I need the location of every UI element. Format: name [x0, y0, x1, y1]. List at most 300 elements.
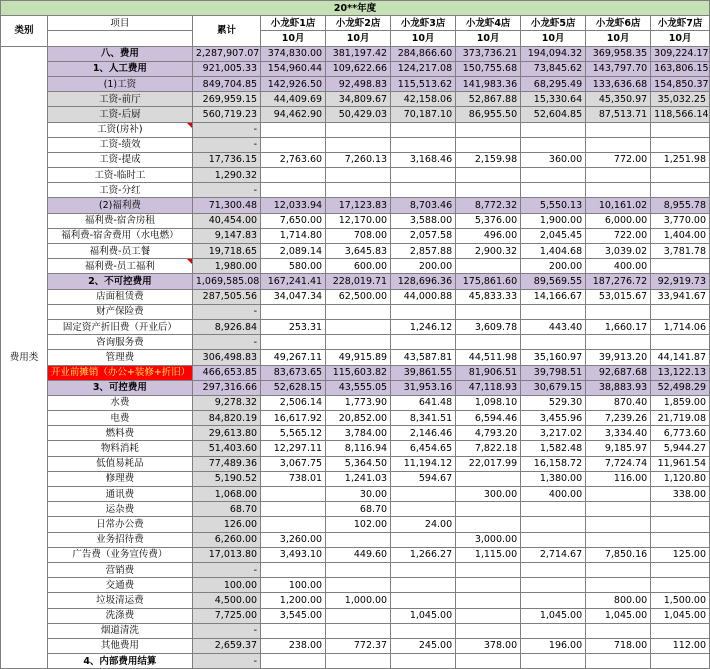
- row-label[interactable]: 垃圾清运费: [47, 593, 192, 608]
- total-header[interactable]: 累计: [192, 16, 260, 46]
- value-cell[interactable]: 2,057.58: [391, 228, 456, 243]
- total-cell[interactable]: 287,505.56: [192, 289, 260, 304]
- value-cell[interactable]: 194,094.32: [521, 46, 586, 61]
- value-cell[interactable]: [391, 183, 456, 198]
- value-cell[interactable]: [391, 532, 456, 547]
- value-cell[interactable]: [261, 137, 326, 152]
- value-cell[interactable]: 7,724.74: [586, 456, 651, 471]
- value-cell[interactable]: 1,380.00: [521, 471, 586, 486]
- value-cell[interactable]: [391, 623, 456, 638]
- value-cell[interactable]: 39,798.51: [521, 365, 586, 380]
- value-cell[interactable]: 1,714.06: [651, 319, 710, 334]
- value-cell[interactable]: 600.00: [326, 259, 391, 274]
- value-cell[interactable]: 52,628.15: [261, 380, 326, 395]
- value-cell[interactable]: [651, 517, 710, 532]
- value-cell[interactable]: 238.00: [261, 638, 326, 653]
- value-cell[interactable]: 92,687.68: [586, 365, 651, 380]
- value-cell[interactable]: 3,781.78: [651, 244, 710, 259]
- value-cell[interactable]: [521, 517, 586, 532]
- value-cell[interactable]: 449.60: [326, 547, 391, 562]
- value-cell[interactable]: 3,645.83: [326, 244, 391, 259]
- value-cell[interactable]: 772.37: [326, 638, 391, 653]
- value-cell[interactable]: 112.00: [651, 638, 710, 653]
- store-header[interactable]: 小龙虾1店: [261, 16, 326, 31]
- value-cell[interactable]: 1,120.80: [651, 471, 710, 486]
- value-cell[interactable]: [326, 183, 391, 198]
- value-cell[interactable]: [521, 593, 586, 608]
- value-cell[interactable]: [391, 654, 456, 669]
- value-cell[interactable]: [391, 168, 456, 183]
- value-cell[interactable]: [651, 259, 710, 274]
- value-cell[interactable]: [326, 578, 391, 593]
- total-cell[interactable]: 1,069,585.08: [192, 274, 260, 289]
- total-cell[interactable]: 9,278.32: [192, 395, 260, 410]
- value-cell[interactable]: [651, 137, 710, 152]
- value-cell[interactable]: 772.00: [586, 152, 651, 167]
- value-cell[interactable]: 52,867.88: [456, 92, 521, 107]
- value-cell[interactable]: 338.00: [651, 487, 710, 502]
- item-header-blank[interactable]: [47, 31, 192, 46]
- value-cell[interactable]: 3,168.46: [391, 152, 456, 167]
- value-cell[interactable]: 1,045.00: [391, 608, 456, 623]
- value-cell[interactable]: [651, 183, 710, 198]
- value-cell[interactable]: 102.00: [326, 517, 391, 532]
- value-cell[interactable]: 2,857.88: [391, 244, 456, 259]
- value-cell[interactable]: 22,017.99: [456, 456, 521, 471]
- row-label[interactable]: 福利费-宿舍房租: [47, 213, 192, 228]
- value-cell[interactable]: 8,703.46: [391, 198, 456, 213]
- value-cell[interactable]: 3,609.78: [456, 319, 521, 334]
- value-cell[interactable]: 3,545.00: [261, 608, 326, 623]
- value-cell[interactable]: [521, 502, 586, 517]
- value-cell[interactable]: [326, 562, 391, 577]
- value-cell[interactable]: [456, 654, 521, 669]
- value-cell[interactable]: 53,015.67: [586, 289, 651, 304]
- value-cell[interactable]: 3,039.02: [586, 244, 651, 259]
- value-cell[interactable]: [326, 623, 391, 638]
- value-cell[interactable]: 870.40: [586, 395, 651, 410]
- value-cell[interactable]: 52,604.85: [521, 107, 586, 122]
- total-cell[interactable]: 29,613.80: [192, 426, 260, 441]
- value-cell[interactable]: [521, 168, 586, 183]
- value-cell[interactable]: 8,772.32: [456, 198, 521, 213]
- value-cell[interactable]: [326, 122, 391, 137]
- value-cell[interactable]: 2,045.45: [521, 228, 586, 243]
- total-cell[interactable]: 560,719.23: [192, 107, 260, 122]
- value-cell[interactable]: 7,850.16: [586, 547, 651, 562]
- value-cell[interactable]: 89,569.55: [521, 274, 586, 289]
- value-cell[interactable]: [586, 654, 651, 669]
- value-cell[interactable]: 30,679.15: [521, 380, 586, 395]
- value-cell[interactable]: 1,246.12: [391, 319, 456, 334]
- value-cell[interactable]: 360.00: [521, 152, 586, 167]
- value-cell[interactable]: [586, 578, 651, 593]
- row-label[interactable]: 水费: [47, 395, 192, 410]
- store-header[interactable]: 小龙虾2店: [326, 16, 391, 31]
- value-cell[interactable]: [586, 623, 651, 638]
- value-cell[interactable]: 800.00: [586, 593, 651, 608]
- value-cell[interactable]: 143,797.70: [586, 61, 651, 76]
- value-cell[interactable]: 718.00: [586, 638, 651, 653]
- value-cell[interactable]: [651, 578, 710, 593]
- value-cell[interactable]: 3,334.40: [586, 426, 651, 441]
- total-cell[interactable]: 19,718.65: [192, 244, 260, 259]
- value-cell[interactable]: 2,900.32: [456, 244, 521, 259]
- value-cell[interactable]: 245.00: [391, 638, 456, 653]
- value-cell[interactable]: 70,187.10: [391, 107, 456, 122]
- value-cell[interactable]: 8,341.51: [391, 411, 456, 426]
- value-cell[interactable]: [456, 168, 521, 183]
- value-cell[interactable]: 1,251.98: [651, 152, 710, 167]
- value-cell[interactable]: 42,158.06: [391, 92, 456, 107]
- value-cell[interactable]: [391, 122, 456, 137]
- month-header[interactable]: 10月: [586, 31, 651, 46]
- value-cell[interactable]: 68.70: [326, 502, 391, 517]
- row-label[interactable]: (1)工资: [47, 76, 192, 91]
- value-cell[interactable]: 374,830.00: [261, 46, 326, 61]
- value-cell[interactable]: 253.31: [261, 319, 326, 334]
- value-cell[interactable]: 128,696.36: [391, 274, 456, 289]
- value-cell[interactable]: [261, 517, 326, 532]
- value-cell[interactable]: 3,770.00: [651, 213, 710, 228]
- value-cell[interactable]: 109,622.66: [326, 61, 391, 76]
- total-cell[interactable]: -: [192, 562, 260, 577]
- row-label[interactable]: 低值易耗品: [47, 456, 192, 471]
- value-cell[interactable]: 31,953.16: [391, 380, 456, 395]
- value-cell[interactable]: 443.40: [521, 319, 586, 334]
- value-cell[interactable]: 5,565.12: [261, 426, 326, 441]
- value-cell[interactable]: 92,919.73: [651, 274, 710, 289]
- value-cell[interactable]: [651, 335, 710, 350]
- value-cell[interactable]: 7,650.00: [261, 213, 326, 228]
- row-label[interactable]: 店面租赁费: [47, 289, 192, 304]
- total-cell[interactable]: 17,013.80: [192, 547, 260, 562]
- value-cell[interactable]: 400.00: [586, 259, 651, 274]
- value-cell[interactable]: 200.00: [391, 259, 456, 274]
- value-cell[interactable]: [456, 502, 521, 517]
- value-cell[interactable]: [261, 654, 326, 669]
- value-cell[interactable]: 300.00: [456, 487, 521, 502]
- category-cell[interactable]: 费用类: [1, 46, 48, 669]
- value-cell[interactable]: 8,116.94: [326, 441, 391, 456]
- value-cell[interactable]: 150,755.68: [456, 61, 521, 76]
- value-cell[interactable]: [326, 168, 391, 183]
- row-label[interactable]: 修理费: [47, 471, 192, 486]
- row-label[interactable]: 通讯费: [47, 487, 192, 502]
- store-header[interactable]: 小龙虾5店: [521, 16, 586, 31]
- value-cell[interactable]: 52,498.29: [651, 380, 710, 395]
- value-cell[interactable]: 10,161.02: [586, 198, 651, 213]
- value-cell[interactable]: 1,241.03: [326, 471, 391, 486]
- value-cell[interactable]: [651, 304, 710, 319]
- item-header[interactable]: 项目: [47, 16, 192, 31]
- value-cell[interactable]: 175,861.60: [456, 274, 521, 289]
- value-cell[interactable]: 5,944.27: [651, 441, 710, 456]
- value-cell[interactable]: 20,852.00: [326, 411, 391, 426]
- total-cell[interactable]: -: [192, 122, 260, 137]
- row-label[interactable]: 福利费-员工餐: [47, 244, 192, 259]
- value-cell[interactable]: 115,513.62: [391, 76, 456, 91]
- value-cell[interactable]: [521, 137, 586, 152]
- value-cell[interactable]: 1,859.00: [651, 395, 710, 410]
- value-cell[interactable]: 3,784.00: [326, 426, 391, 441]
- value-cell[interactable]: 580.00: [261, 259, 326, 274]
- value-cell[interactable]: 49,915.89: [326, 350, 391, 365]
- value-cell[interactable]: 3,493.10: [261, 547, 326, 562]
- value-cell[interactable]: [651, 168, 710, 183]
- value-cell[interactable]: [586, 517, 651, 532]
- row-label[interactable]: 物料消耗: [47, 441, 192, 456]
- total-cell[interactable]: 297,316.66: [192, 380, 260, 395]
- value-cell[interactable]: 115,603.82: [326, 365, 391, 380]
- value-cell[interactable]: [456, 183, 521, 198]
- total-cell[interactable]: 306,498.83: [192, 350, 260, 365]
- value-cell[interactable]: 16,158.72: [521, 456, 586, 471]
- value-cell[interactable]: [456, 578, 521, 593]
- value-cell[interactable]: 39,861.55: [391, 365, 456, 380]
- value-cell[interactable]: [326, 532, 391, 547]
- value-cell[interactable]: [651, 562, 710, 577]
- value-cell[interactable]: [651, 623, 710, 638]
- row-label[interactable]: 福利费-员工福利: [47, 259, 192, 274]
- value-cell[interactable]: [391, 593, 456, 608]
- value-cell[interactable]: [391, 335, 456, 350]
- row-label[interactable]: 燃料费: [47, 426, 192, 441]
- value-cell[interactable]: 167,241.41: [261, 274, 326, 289]
- value-cell[interactable]: 118,566.14: [651, 107, 710, 122]
- value-cell[interactable]: [456, 259, 521, 274]
- value-cell[interactable]: 1,404.68: [521, 244, 586, 259]
- value-cell[interactable]: [456, 623, 521, 638]
- value-cell[interactable]: 44,511.98: [456, 350, 521, 365]
- category-header[interactable]: 类别: [1, 16, 48, 46]
- value-cell[interactable]: 17,123.83: [326, 198, 391, 213]
- value-cell[interactable]: [456, 593, 521, 608]
- value-cell[interactable]: [326, 654, 391, 669]
- value-cell[interactable]: [391, 502, 456, 517]
- value-cell[interactable]: 309,224.17: [651, 46, 710, 61]
- value-cell[interactable]: 154,960.44: [261, 61, 326, 76]
- row-label[interactable]: 洗涤费: [47, 608, 192, 623]
- row-label[interactable]: 烟道清洗: [47, 623, 192, 638]
- value-cell[interactable]: 529.30: [521, 395, 586, 410]
- value-cell[interactable]: 15,330.64: [521, 92, 586, 107]
- value-cell[interactable]: 3,260.00: [261, 532, 326, 547]
- value-cell[interactable]: 641.48: [391, 395, 456, 410]
- value-cell[interactable]: 3,000.00: [456, 532, 521, 547]
- value-cell[interactable]: 100.00: [261, 578, 326, 593]
- value-cell[interactable]: 11,961.54: [651, 456, 710, 471]
- month-header[interactable]: 10月: [391, 31, 456, 46]
- value-cell[interactable]: 154,850.37: [651, 76, 710, 91]
- value-cell[interactable]: [586, 502, 651, 517]
- month-header[interactable]: 10月: [651, 31, 710, 46]
- value-cell[interactable]: 738.01: [261, 471, 326, 486]
- row-label[interactable]: 管理费: [47, 350, 192, 365]
- row-label[interactable]: 固定资产折旧费（开业后）: [47, 319, 192, 334]
- value-cell[interactable]: 1,200.00: [261, 593, 326, 608]
- total-cell[interactable]: -: [192, 335, 260, 350]
- month-header[interactable]: 10月: [326, 31, 391, 46]
- total-cell[interactable]: 921,005.33: [192, 61, 260, 76]
- row-label[interactable]: 工资(房补): [47, 122, 192, 137]
- value-cell[interactable]: 14,166.67: [521, 289, 586, 304]
- value-cell[interactable]: 1,000.00: [326, 593, 391, 608]
- value-cell[interactable]: [391, 137, 456, 152]
- value-cell[interactable]: 8,955.78: [651, 198, 710, 213]
- value-cell[interactable]: [456, 122, 521, 137]
- value-cell[interactable]: 47,118.93: [456, 380, 521, 395]
- value-cell[interactable]: [521, 183, 586, 198]
- row-label[interactable]: 工资-前厅: [47, 92, 192, 107]
- value-cell[interactable]: [326, 304, 391, 319]
- store-header[interactable]: 小龙虾7店: [651, 16, 710, 31]
- value-cell[interactable]: [521, 578, 586, 593]
- value-cell[interactable]: 141,983.36: [456, 76, 521, 91]
- total-cell[interactable]: -: [192, 137, 260, 152]
- row-label[interactable]: 运杂费: [47, 502, 192, 517]
- value-cell[interactable]: 369,958.35: [586, 46, 651, 61]
- value-cell[interactable]: 1,582.48: [521, 441, 586, 456]
- value-cell[interactable]: 38,883.93: [586, 380, 651, 395]
- value-cell[interactable]: 86,955.50: [456, 107, 521, 122]
- value-cell[interactable]: [261, 502, 326, 517]
- value-cell[interactable]: [586, 562, 651, 577]
- value-cell[interactable]: 124,217.08: [391, 61, 456, 76]
- value-cell[interactable]: 3,067.75: [261, 456, 326, 471]
- total-cell[interactable]: 51,403.60: [192, 441, 260, 456]
- value-cell[interactable]: [261, 122, 326, 137]
- row-label[interactable]: 福利费-宿舍费用（水电燃）: [47, 228, 192, 243]
- total-cell[interactable]: 849,704.85: [192, 76, 260, 91]
- value-cell[interactable]: [326, 608, 391, 623]
- value-cell[interactable]: [586, 335, 651, 350]
- value-cell[interactable]: [521, 623, 586, 638]
- value-cell[interactable]: [326, 137, 391, 152]
- value-cell[interactable]: [456, 517, 521, 532]
- value-cell[interactable]: 3,217.02: [521, 426, 586, 441]
- row-label[interactable]: 工资-临时工: [47, 168, 192, 183]
- value-cell[interactable]: 44,000.88: [391, 289, 456, 304]
- value-cell[interactable]: 125.00: [651, 547, 710, 562]
- value-cell[interactable]: [456, 137, 521, 152]
- value-cell[interactable]: 1,045.00: [651, 608, 710, 623]
- value-cell[interactable]: [261, 623, 326, 638]
- value-cell[interactable]: 45,833.33: [456, 289, 521, 304]
- value-cell[interactable]: 381,197.42: [326, 46, 391, 61]
- total-cell[interactable]: 1,290.32: [192, 168, 260, 183]
- value-cell[interactable]: 4,793.20: [456, 426, 521, 441]
- value-cell[interactable]: 92,498.83: [326, 76, 391, 91]
- value-cell[interactable]: 187,276.72: [586, 274, 651, 289]
- value-cell[interactable]: 7,822.18: [456, 441, 521, 456]
- value-cell[interactable]: [521, 335, 586, 350]
- row-label[interactable]: 工资-分红: [47, 183, 192, 198]
- row-label[interactable]: 工资-提成: [47, 152, 192, 167]
- value-cell[interactable]: [391, 487, 456, 502]
- value-cell[interactable]: 6,773.60: [651, 426, 710, 441]
- value-cell[interactable]: 81,906.51: [456, 365, 521, 380]
- value-cell[interactable]: [456, 608, 521, 623]
- value-cell[interactable]: 1,773.90: [326, 395, 391, 410]
- value-cell[interactable]: 49,267.11: [261, 350, 326, 365]
- value-cell[interactable]: 43,587.81: [391, 350, 456, 365]
- value-cell[interactable]: [651, 122, 710, 137]
- value-cell[interactable]: 62,500.00: [326, 289, 391, 304]
- row-label[interactable]: 2、不可控费用: [47, 274, 192, 289]
- value-cell[interactable]: [391, 578, 456, 593]
- value-cell[interactable]: [261, 168, 326, 183]
- row-label[interactable]: 营销费: [47, 562, 192, 577]
- value-cell[interactable]: 50,429.03: [326, 107, 391, 122]
- value-cell[interactable]: 34,809.67: [326, 92, 391, 107]
- value-cell[interactable]: [261, 335, 326, 350]
- value-cell[interactable]: 594.67: [391, 471, 456, 486]
- row-label[interactable]: 开业前摊销（办公+装修+折旧）: [47, 365, 192, 380]
- value-cell[interactable]: 2,159.98: [456, 152, 521, 167]
- total-cell[interactable]: 5,190.52: [192, 471, 260, 486]
- total-cell[interactable]: 17,736.15: [192, 152, 260, 167]
- value-cell[interactable]: 2,146.46: [391, 426, 456, 441]
- total-cell[interactable]: 100.00: [192, 578, 260, 593]
- value-cell[interactable]: [456, 471, 521, 486]
- value-cell[interactable]: 9,185.97: [586, 441, 651, 456]
- total-cell[interactable]: 1,068.00: [192, 487, 260, 502]
- value-cell[interactable]: 34,047.34: [261, 289, 326, 304]
- value-cell[interactable]: 378.00: [456, 638, 521, 653]
- value-cell[interactable]: [261, 304, 326, 319]
- value-cell[interactable]: 163,806.15: [651, 61, 710, 76]
- value-cell[interactable]: 21,719.08: [651, 411, 710, 426]
- value-cell[interactable]: [586, 122, 651, 137]
- value-cell[interactable]: 1,500.00: [651, 593, 710, 608]
- month-header[interactable]: 10月: [456, 31, 521, 46]
- value-cell[interactable]: 200.00: [521, 259, 586, 274]
- total-cell[interactable]: 1,980.00: [192, 259, 260, 274]
- value-cell[interactable]: 708.00: [326, 228, 391, 243]
- value-cell[interactable]: [586, 137, 651, 152]
- value-cell[interactable]: 30.00: [326, 487, 391, 502]
- value-cell[interactable]: 45,350.97: [586, 92, 651, 107]
- row-label[interactable]: 咨询服务费: [47, 335, 192, 350]
- row-label[interactable]: 其他费用: [47, 638, 192, 653]
- value-cell[interactable]: 6,594.46: [456, 411, 521, 426]
- value-cell[interactable]: [651, 654, 710, 669]
- total-cell[interactable]: 40,454.00: [192, 213, 260, 228]
- value-cell[interactable]: 87,513.71: [586, 107, 651, 122]
- value-cell[interactable]: 5,550.13: [521, 198, 586, 213]
- total-cell[interactable]: 2,287,907.07: [192, 46, 260, 61]
- row-label[interactable]: 工资-后厨: [47, 107, 192, 122]
- row-label[interactable]: 八、费用: [47, 46, 192, 61]
- value-cell[interactable]: 3,455.96: [521, 411, 586, 426]
- value-cell[interactable]: [586, 183, 651, 198]
- row-label[interactable]: 交通费: [47, 578, 192, 593]
- value-cell[interactable]: 68,295.49: [521, 76, 586, 91]
- value-cell[interactable]: 1,115.00: [456, 547, 521, 562]
- row-label[interactable]: 广告费（业务宣传费）: [47, 547, 192, 562]
- value-cell[interactable]: 1,404.00: [651, 228, 710, 243]
- value-cell[interactable]: [326, 319, 391, 334]
- value-cell[interactable]: 1,266.27: [391, 547, 456, 562]
- value-cell[interactable]: 2,714.67: [521, 547, 586, 562]
- total-cell[interactable]: 4,500.00: [192, 593, 260, 608]
- row-label[interactable]: 工资-绩效: [47, 137, 192, 152]
- value-cell[interactable]: [651, 502, 710, 517]
- value-cell[interactable]: [586, 532, 651, 547]
- value-cell[interactable]: 3,588.00: [391, 213, 456, 228]
- row-label[interactable]: 业务招待费: [47, 532, 192, 547]
